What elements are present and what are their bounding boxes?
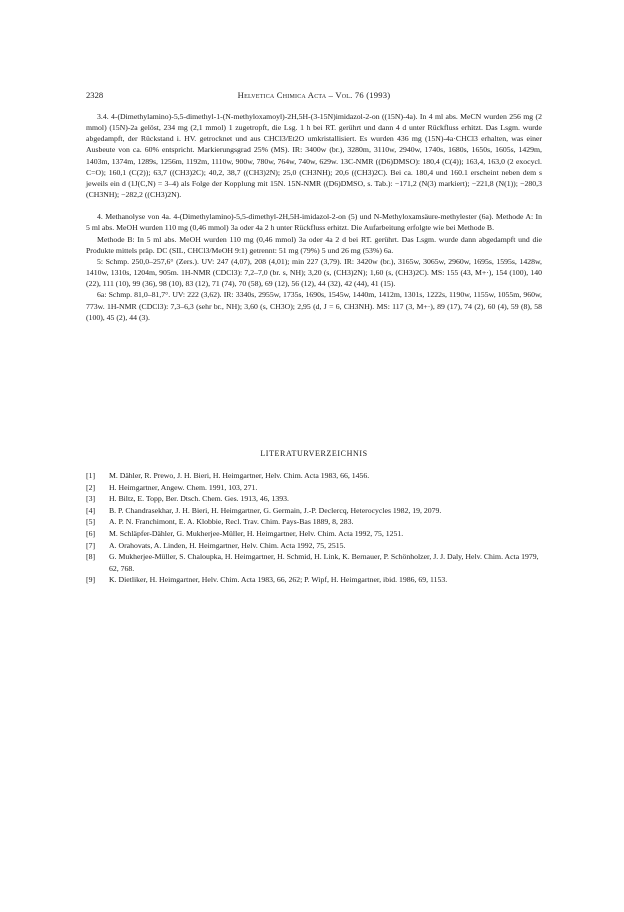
reference-item bbox=[86, 540, 542, 552]
reference-item bbox=[86, 505, 542, 517]
reference-text: M. Schläpfer-Dähler, G. Mukherjee-Müller, H. Heimgartner, Helv. Chim. Acta 1992, 75, 1251. bbox=[109, 528, 404, 538]
reference-item bbox=[86, 470, 542, 482]
reference-number: [3] bbox=[86, 494, 96, 504]
reference-number: [6] bbox=[86, 528, 96, 538]
reference-text: H. Heimgartner, Angew. Chem. 1991, 103, 271. bbox=[109, 482, 258, 492]
running-header bbox=[86, 90, 542, 104]
paragraph-methanolysis-method-a: 4. Methanolyse von 4a. 4-(Dimethylamino)-5,5-dimethyl-2H,5H-imidazol-2-on (5) und N-Methyloxamsäure-methylester (6a). Methode A: In 5 ml abs. MeOH wurden 110 mg (0,46 mmol) 3a oder 4a 2 h unter Rückfluss erhitzt. Die Aufarbeitung erfolgte wie bei Methode B. bbox=[86, 212, 542, 233]
reference-item bbox=[86, 516, 542, 528]
paragraph-compound-6a-data: 6a: Schmp. 81,0–81,7°. UV: 222 (3,62). IR: 3340s, 2955w, 1735s, 1690s, 1545w, 1440m, 1412m, 1301s, 1222s, 1190w, 1155w, 1055m, 960w, 773w. 1H-NMR (CDCl3): 7,3–6,3 (sehr br., NH); 3,60 (s, CH3O); 2,95 (d, J = 6, CH3NH). MS: 117 (3, M+·), 89 (17), 74 (2), 60 (4), 59 (8), 58 (100), 45 (2), 44 (3). bbox=[86, 290, 542, 322]
reference-number: [7] bbox=[86, 540, 96, 550]
reference-text: K. Dietliker, H. Heimgartner, Helv. Chim. Acta 1983, 66, 262; P. Wipf, H. Heimgartner, ibid. 1986, 69, 1153. bbox=[109, 575, 448, 585]
reference-number: [8] bbox=[86, 552, 96, 562]
reference-text: A. Orahovats, A. Linden, H. Heimgartner, Helv. Chim. Acta 1992, 75, 2515. bbox=[109, 540, 346, 550]
reference-text: G. Mukherjee-Müller, S. Chaloupka, H. Heimgartner, H. Schmid, H. Link, K. Bernauer, P. Schönholzer, J. J. Daly, Helv. Chim. Acta 1979, 62, 768. bbox=[109, 552, 539, 573]
reference-number: [4] bbox=[86, 505, 96, 515]
reference-item bbox=[86, 528, 542, 540]
paragraph-compound-5-data: 5: Schmp. 250,0–257,6° (Zers.). UV: 247 (4,07), 208 (4,01); min 227 (3,79). IR: 3420w (br.), 3165w, 3065w, 2960w, 1695s, 1595s, 1428w, 1410w, 1310s, 1204m, 905m. 1H-NMR (CDCl3): 7,2–7,0 (br. s, NH); 3,20 (s, (CH3)2N); 1,60 (s, (CH3)2C). MS: 155 (43, M+·), 154 (100), 140 (22), 111 (10), 99 (36), 98 (10), 83 (12), 71 (74), 70 (58), 69 (12), 56 (12), 44 (32), 42 (44), 41 (15). bbox=[86, 256, 542, 289]
page-number: 2328 bbox=[86, 90, 104, 100]
reference-list bbox=[86, 470, 542, 586]
reference-number: [2] bbox=[86, 482, 96, 492]
reference-text: A. P. N. Franchimont, E. A. Klobbie, Recl. Trav. Chim. Pays-Bas 1889, 8, 283. bbox=[109, 517, 354, 527]
reference-number: [1] bbox=[86, 471, 96, 480]
reference-number: [5] bbox=[86, 517, 96, 527]
reference-item bbox=[86, 482, 542, 494]
paragraph-method-b: Methode B: In 5 ml abs. MeOH wurden 110 mg (0,46 mmol) 3a oder 4a 2 d bei RT. gerührt. Das Lsgm. wurde dann abgedampft und die Produkte mittels präp. DC (SIL, CHCl3/MeOH 9:1) getrennt: 51 mg (79%) 5 und 26 mg (53%) 6a. bbox=[86, 234, 542, 255]
paragraph-synthesis-4a: 3.4. 4-(Dimethylamino)-5,5-dimethyl-1-(N-methyloxamoyl)-2H,5H-(3-15N)imidazol-2-on ((15N)-4a). In 4 ml abs. MeCN wurden 256 mg (2 mmol) (15N)-2a gelöst, 234 mg (2,1 mmol) 1 zugetropft, die Lsg. 1 h bei RT. gerührt und dann 4 d unter Rückfluss erhitzt. Das Lsgm. wurde abgedampft, der Rückstand i. HV. getrocknet und aus CHCl3/Et2O umkristallisiert. Es wurden 436 mg (15N)-4a·CHCl3 erhalten, was einer Ausbeute von ca. 60% entspricht. Markierungsgrad 25% (MS). IR: 3400w (br.), 3280m, 3110w, 2940w, 1740s, 1680s, 1650s, 1605s, 1429m, 1403m, 1374m, 1289s, 1256m, 1192m, 1110w, 900w, 780w, 764w, 740w, 629w. 13C-NMR ((D6)DMSO): 180,4 (C(4)); 163,4, 163,0 (2 exocycl. C=O); 160,1 (C(2)); 63,7 ((CH3)2C); 40,2, 38,7 ((CH3)2N); 25,0 (CH3NH); 20,6 ((CH3)2C). Bei ca. 180,4 und 160.1 erscheint neben dem s jeweils ein d (1J(C,N) = 3–4) als Folge der Kopplung mit 15N. 15N-NMR ((D6)DMSO, s. Tab.): −171,2 (N(3) markiert); −221,8 (N(1)); −280,3 (CH3NH); −282,2 ((CH3)2N). bbox=[86, 112, 542, 200]
reference-text: H. Biltz, E. Topp, Ber. Dtsch. Chem. Ges. 1913, 46, 1393. bbox=[109, 494, 289, 504]
reference-item bbox=[86, 551, 542, 574]
reference-item bbox=[86, 574, 542, 586]
reference-number: [9] bbox=[86, 575, 96, 585]
reference-text: M. Dähler, R. Prewo, J. H. Bieri, H. Heimgartner, Helv. Chim. Acta 1983, 66, 1456. bbox=[109, 471, 370, 480]
references-heading: LITERATURVERZEICHNIS bbox=[260, 449, 368, 458]
experimental-section bbox=[86, 111, 542, 323]
journal-title: Helvetica Chimica Acta – Vol. 76 (1993) bbox=[237, 90, 391, 100]
reference-item bbox=[86, 493, 542, 505]
reference-text: B. P. Chandrasekhar, J. H. Bieri, H. Heimgartner, G. Germain, J.-P. Declercq, Heterocycles 1982, 19, 2079. bbox=[109, 505, 442, 515]
